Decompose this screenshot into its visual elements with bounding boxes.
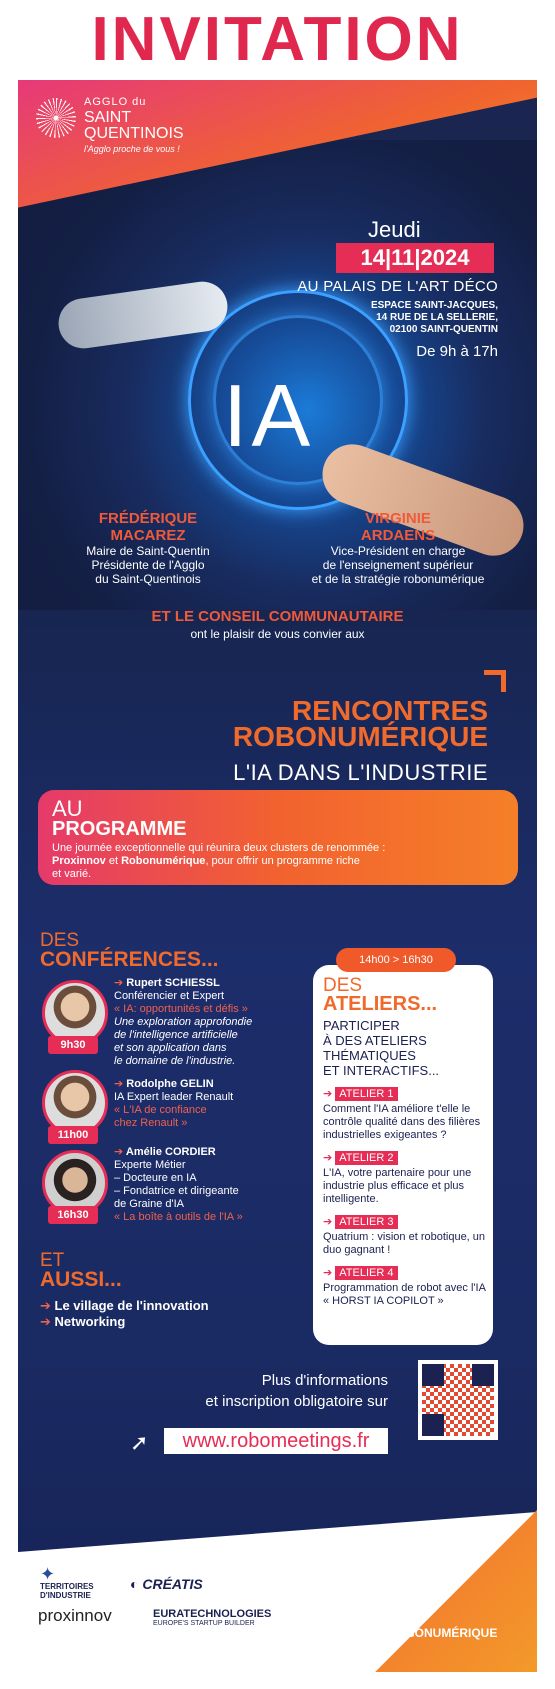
partner-proxinnov: proxinnov	[38, 1606, 112, 1625]
logo-tagline: l'Agglo proche de vous !	[84, 144, 180, 154]
logo-line2: SAINT	[84, 109, 132, 126]
speaker-1-role: Conférencier et Expert	[114, 990, 225, 1002]
logo-line1: AGGLO du	[84, 96, 147, 108]
host-2-role2: de l'enseignement supérieur	[322, 558, 474, 572]
speaker-3-bullet3: de Graine d'IA	[114, 1198, 184, 1210]
rencontres-title	[198, 695, 488, 752]
conferences-title-a: DES	[40, 930, 80, 951]
partner-robonumerique: ROBONUMÉRIQUE	[388, 1626, 498, 1640]
atelier-4	[323, 1263, 488, 1308]
atelier-3-text: Quatrium : vision et robotique, un duo gagnant !	[323, 1231, 486, 1256]
bird-icon: ✦	[40, 1564, 56, 1584]
partner-territoires	[40, 1564, 130, 1600]
qr-code-pattern	[422, 1364, 494, 1436]
corner-icon	[484, 670, 506, 692]
hero-ia-text: IA	[223, 366, 315, 465]
programme-desc	[52, 842, 507, 881]
atelier-2	[323, 1148, 488, 1206]
info-line1: Plus d'informations	[261, 1372, 388, 1389]
creatis-icon: ◐	[130, 1576, 143, 1592]
event-date: 14|11|2024	[336, 243, 494, 273]
qr-code[interactable]	[418, 1360, 498, 1440]
arrow-icon: ➔	[323, 1216, 336, 1228]
host-1-role2: Présidente de l'Agglo	[91, 558, 205, 572]
aussi-title-b: AUSSI...	[40, 1268, 122, 1291]
ateliers-intro4: ET INTERACTIFS...	[323, 1063, 440, 1078]
robonumerique-name: Robonumérique	[121, 855, 206, 867]
host-1-firstname: FRÉDÉRIQUE	[98, 510, 198, 527]
arrow-icon: ➔	[114, 1146, 126, 1158]
atelier-3-label: ATELIER 3	[335, 1215, 397, 1229]
proxinnov-name: Proxinnov	[52, 855, 106, 867]
host-2-role3: et de la stratégie robonumérique	[311, 572, 485, 586]
speaker-2-time: 11h00	[48, 1126, 98, 1144]
arrow-icon: ➔	[114, 977, 127, 989]
info-text	[138, 1370, 388, 1412]
event-hours: De 9h à 17h	[416, 343, 498, 360]
speaker-3	[114, 1146, 294, 1224]
arrow-icon: ➔	[323, 1088, 336, 1100]
programme-desc-line1: Une journée exceptionnelle qui réunira deux clusters de renommée :	[52, 842, 386, 854]
conferences-heading	[40, 930, 219, 972]
poster	[18, 80, 537, 1672]
atelier-1	[323, 1084, 488, 1142]
host-1	[48, 510, 248, 586]
arrow-icon: ➔	[40, 1298, 55, 1313]
aussi-item-label: Networking	[54, 1314, 126, 1329]
atelier-2-text: L'IA, votre partenaire pour une industrie plus efficace et plus intelligente.	[323, 1167, 472, 1205]
ateliers-title-a: DES	[323, 975, 363, 996]
rencontres-tagline: L'IA DANS L'INDUSTRIE	[233, 760, 488, 785]
host-1-lastname: MACAREZ	[110, 527, 186, 544]
conseil-subtitle: ont le plaisir de vous convier aux	[190, 627, 365, 641]
event-day: Jeudi	[368, 217, 421, 242]
atelier-4-text: Programmation de robot avec l'IA « HORST IA COPILOT »	[323, 1282, 486, 1307]
speaker-2-role: IA Expert leader Renault	[114, 1091, 234, 1103]
speaker-1-talk: « IA: opportunités et défis »	[114, 1003, 248, 1015]
event-address	[278, 300, 498, 336]
address-line2: 14 RUE DE LA SELLERIE,	[376, 312, 498, 323]
arrow-icon: ➔	[40, 1314, 55, 1329]
invitation-title: INVITATION	[91, 5, 464, 74]
conferences-title-b: CONFÉRENCES...	[40, 948, 219, 971]
aussi-list	[40, 1298, 209, 1330]
speaker-2-talk2: chez Renault »	[114, 1117, 188, 1129]
host-1-role1: Maire de Saint-Quentin	[86, 544, 210, 558]
partner-creatis	[130, 1576, 203, 1592]
aussi-item-label: Le village de l'innovation	[54, 1298, 209, 1313]
ateliers-title-b: ATELIERS...	[323, 993, 438, 1015]
host-1-role3: du Saint-Quentinois	[95, 572, 201, 586]
speaker-2	[114, 1078, 294, 1130]
speaker-2-talk1: « L'IA de confiance	[114, 1104, 207, 1116]
ateliers-intro2: À DES ATELIERS	[323, 1033, 427, 1048]
cursor-icon: ➚	[130, 1430, 149, 1455]
event-venue: AU PALAIS DE L'ART DÉCO	[297, 278, 498, 295]
programme-desc-line3: et varié.	[52, 868, 92, 880]
programme-desc-rest: , pour offrir un programme riche	[205, 855, 360, 867]
programme-au: AU	[52, 796, 83, 821]
speaker-1-desc2: de l'intelligence artificielle	[114, 1029, 238, 1041]
speaker-3-bullet2: – Fondatrice et dirigeante	[114, 1185, 239, 1197]
speaker-1	[114, 977, 294, 1068]
ateliers-intro3: THÉMATIQUES	[323, 1048, 416, 1063]
atelier-1-text: Comment l'IA améliore t'elle le contrôle qualité dans des filières industrielles exigeantes ?	[323, 1103, 481, 1141]
speaker-1-time: 9h30	[48, 1036, 98, 1054]
arrow-icon: ➔	[323, 1152, 336, 1164]
host-2	[273, 510, 523, 586]
website-link[interactable]: www.robomeetings.fr	[164, 1428, 388, 1454]
programme-title: PROGRAMME	[52, 818, 187, 840]
ateliers-content	[323, 975, 488, 1308]
arrow-icon: ➔	[323, 1267, 336, 1279]
speaker-1-name: Rupert SCHIESSL	[126, 977, 220, 989]
partner-euratech-sub: EUROPE'S STARTUP BUILDER	[153, 1620, 255, 1627]
agglo-logo	[36, 90, 236, 160]
rencontres-line2: ROBONUMÉRIQUE	[232, 721, 488, 752]
logo-line3: QUENTINOIS	[84, 125, 184, 142]
ateliers-time: 14h00 > 16h30	[336, 948, 456, 972]
partner-euratech	[153, 1608, 271, 1627]
atelier-4-label: ATELIER 4	[335, 1266, 397, 1280]
atelier-1-label: ATELIER 1	[335, 1087, 397, 1101]
rencontres-line1: RENCONTRES	[291, 695, 488, 726]
speaker-3-talk: « La boîte à outils de l'IA »	[114, 1211, 243, 1223]
programme-desc-line2	[52, 855, 507, 868]
host-2-role1: Vice-Président en charge	[330, 544, 466, 558]
speaker-3-time: 16h30	[48, 1206, 98, 1224]
speaker-2-name: Rodolphe GELIN	[126, 1078, 214, 1090]
aussi-title-a: ET	[40, 1250, 65, 1271]
partner-territoires-label: TERRITOIRES D'INDUSTRIE	[40, 1582, 94, 1600]
aussi-item	[40, 1314, 209, 1330]
info-line2: et inscription obligatoire sur	[205, 1393, 388, 1410]
speaker-3-bullet1: – Docteure en IA	[114, 1172, 197, 1184]
host-2-firstname: VIRGINIE	[365, 510, 431, 527]
conseil-title: ET LE CONSEIL COMMUNAUTAIRE	[151, 608, 404, 625]
address-line1: ESPACE SAINT-JACQUES,	[370, 300, 498, 311]
partner-euratech-label: EURATECHNOLOGIES	[153, 1608, 272, 1620]
speaker-1-desc4: le domaine de l'industrie.	[114, 1055, 236, 1067]
burst-icon	[36, 98, 76, 138]
host-2-lastname: ARDAENS	[360, 527, 436, 544]
partner-creatis-label: CRÉATIS	[142, 1576, 203, 1592]
speaker-3-role: Experte Métier	[114, 1159, 186, 1171]
atelier-2-label: ATELIER 2	[335, 1151, 397, 1165]
programme-box	[38, 790, 518, 885]
ateliers-intro1: PARTICIPER	[323, 1018, 400, 1033]
address-line3: 02100 SAINT-QUENTIN	[389, 324, 498, 335]
speaker-1-desc3: et son application dans	[114, 1042, 227, 1054]
speaker-3-name: Amélie CORDIER	[125, 1146, 216, 1158]
speaker-1-desc1: Une exploration approfondie	[114, 1016, 253, 1028]
atelier-3	[323, 1212, 488, 1257]
aussi-item	[40, 1298, 209, 1314]
arrow-icon: ➔	[114, 1078, 127, 1090]
programme-desc-and: et	[105, 855, 122, 867]
ateliers-intro	[323, 1018, 488, 1078]
aussi-heading	[40, 1250, 122, 1292]
